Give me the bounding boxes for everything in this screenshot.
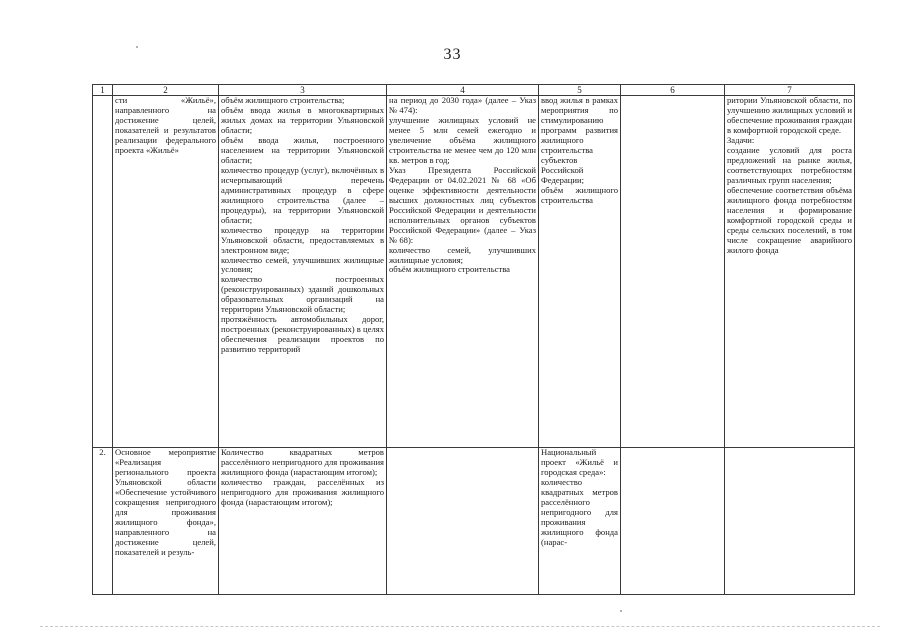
program-table	[92, 84, 855, 595]
table-row	[93, 448, 855, 595]
header-col-1: 1	[93, 85, 113, 96]
national-project-text: Национальный проект «Жильё и городская среда»: количество квадратных метров расселённого непригодного для проживания жилищного фонда (нарас-	[541, 447, 618, 547]
national-project-cell	[539, 96, 621, 448]
header-row	[93, 85, 855, 96]
event-name-text: Основное мероприятие «Реализация регионального проекта Ульяновской области «Обеспечение устойчивого сокращения непригодного для проживания жилищного фонда», направленного на достижение целей, показателей и резуль-	[115, 447, 216, 557]
scan-fleck	[136, 46, 138, 48]
national-project-text: ввод жилья в рамках мероприятия по стимулированию программ развития жилищного строительства субъектов Российской Федерации; объём жилищного строительства	[541, 95, 618, 205]
event-name-text: сти «Жильё», направленного на достижение целей, показателей и результатов реализации федерального проекта «Жильё»	[115, 95, 216, 155]
indicators-cell	[219, 448, 387, 595]
scan-artifact-line	[40, 626, 880, 627]
goals-cell	[725, 96, 855, 448]
indicators-cell	[219, 96, 387, 448]
empty-cell	[621, 96, 725, 448]
indicators-text: Количество квадратных метров расселённого непригодного для проживания жилищного фонда (нарастающим итогом); количество граждан, расселённых из непригодного для проживания жилищного фонда (нарастающим итогом);	[221, 447, 384, 507]
header-col-3: 3	[219, 85, 387, 96]
header-col-4: 4	[387, 85, 539, 96]
row-number: 2.	[93, 448, 113, 595]
decree-cell	[387, 96, 539, 448]
header-col-6: 6	[621, 85, 725, 96]
page-number: 33	[443, 46, 462, 63]
national-project-cell	[539, 448, 621, 595]
table-row	[93, 96, 855, 448]
event-name-cell	[113, 448, 219, 595]
goals-text: ритории Ульяновской области, по улучшению жилищных условий и обеспечение проживания граждан в комфортной городской среде. Задачи: создание условий для роста предложений на рынке жилья, соответствующих потребностям различных групп населения; обеспечение соответствия объёма жилищного фонда потребностям населения и формирование комфортной городской среды и среды сельских поселений, в том числе сокращение аварийного жилого фонда	[727, 95, 852, 255]
header-col-7: 7	[725, 85, 855, 96]
row-number	[93, 96, 113, 448]
scan-fleck	[620, 610, 622, 612]
goals-cell	[725, 448, 855, 595]
event-name-cell	[113, 96, 219, 448]
decree-text: на период до 2030 года» (далее – Указ № 474): улучшение жилищных условий не менее 5 млн семей ежегодно и увеличение объёма жилищного строительства не менее чем до 120 млн кв. метров в год; Указ Президента Российской Федерации от 04.02.2021 № 68 «Об оценке эффективности деятельности высших должностных лиц субъектов Российской Федерации и деятельности исполнительных органов субъектов Российской Федерации» (далее – Указ № 68): количество семей, улучшивших жилищные условия; объём жилищного строительства	[389, 95, 536, 275]
empty-cell	[621, 448, 725, 595]
decree-cell	[387, 448, 539, 595]
indicators-text: объём жилищного строительства; объём ввода жилья в многоквартирных жилых домах на территории Ульяновской области; объём ввода жилья, построенного населением на территории Ульяновской области; количество процедур (услуг), включённых в исчерпывающий перечень административных процедур в сфере жилищного строительства (далее – процедуры), на территории Ульяновской области; количество процедур на территории Ульяновской области, предоставляемых в электронном виде; количество семей, улучшивших жилищные условия; количество построенных (реконструированных) зданий дошкольных образовательных организаций на территории Ульяновской области; протяжённость автомобильных дорог, построенных (реконструированных) в целях обеспечения реализации проектов по развитию территорий	[221, 95, 384, 355]
header-col-2: 2	[113, 85, 219, 96]
header-col-5: 5	[539, 85, 621, 96]
